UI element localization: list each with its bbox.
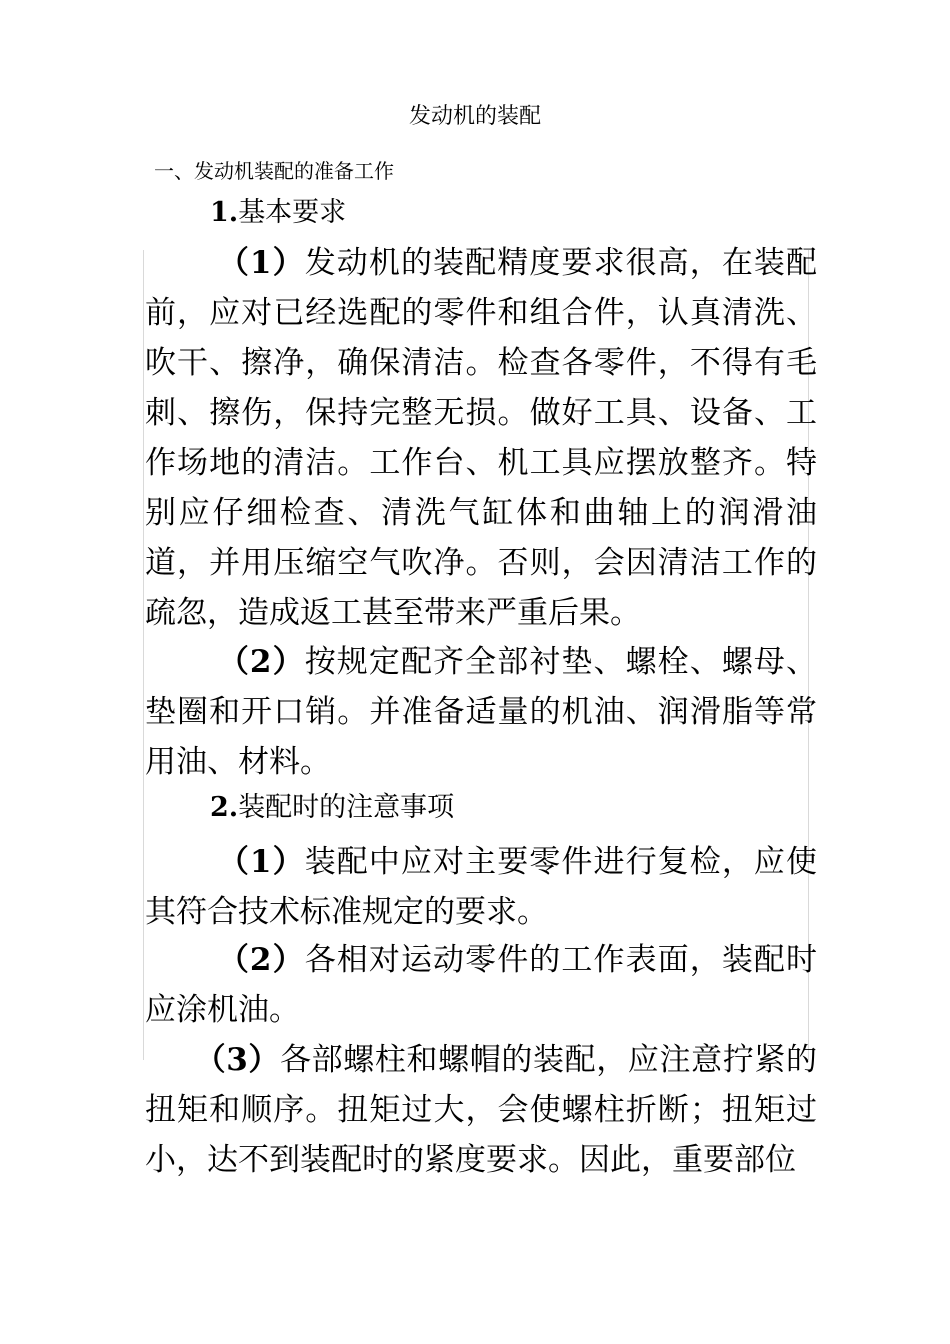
paragraph-number: （2） <box>217 942 305 978</box>
subheading-assembly-notes <box>210 790 454 826</box>
paragraph-number: （1） <box>217 245 305 281</box>
paragraph-number: （2） <box>217 644 305 680</box>
subheading-text: 装配时的注意事项 <box>238 792 455 823</box>
paragraph-note-2 <box>145 935 817 1035</box>
paragraph-note-3 <box>145 1035 817 1185</box>
section-heading: 一、发动机装配的准备工作 <box>154 159 394 183</box>
paragraph-text: 按规定配齐全部衬垫、螺栓、螺母、垫圈和开口销。并准备适量的机油、润滑脂等常用油、材料。 <box>145 644 818 780</box>
paragraph-text: 发动机的装配精度要求很高，在装配前，应对已经选配的零件和组合件，认真清洗、吹干、擦净，确保清洁。检查各零件，不得有毛刺、擦伤，保持完整无损。做好工具、设备、工作场地的清洁。工作台、机工具应摆放整齐。特别应仔细检查、清洗气缸体和曲轴上的润滑油道，并用压缩空气吹净。否则，会因清洁工作的疏忽，造成返工甚至带来严重后果。 <box>145 245 818 631</box>
paragraph-text: 各相对运动零件的工作表面，装配时应涂机油。 <box>145 942 818 1028</box>
paragraph-requirement-1 <box>145 238 817 638</box>
subheading-number: 2. <box>210 792 239 823</box>
paragraph-requirement-2 <box>145 637 817 787</box>
document-title: 发动机的装配 <box>408 104 541 129</box>
paragraph-text: 各部螺柱和螺帽的装配，应注意拧紧的扭矩和顺序。扭矩过大，会使螺柱折断；扭矩过小，达不到装配时的紧度要求。因此，重要部位 <box>145 1042 817 1178</box>
paragraph-note-1 <box>145 837 817 937</box>
paragraph-text: 装配中应对主要零件进行复检，应使其符合技术标准规定的要求。 <box>145 844 818 930</box>
paragraph-number: （1） <box>217 844 305 880</box>
paragraph-number: （3） <box>194 1042 281 1078</box>
subheading-number: 1. <box>210 197 239 228</box>
subheading-text: 基本要求 <box>238 197 347 228</box>
subheading-basic-requirements <box>210 195 346 231</box>
